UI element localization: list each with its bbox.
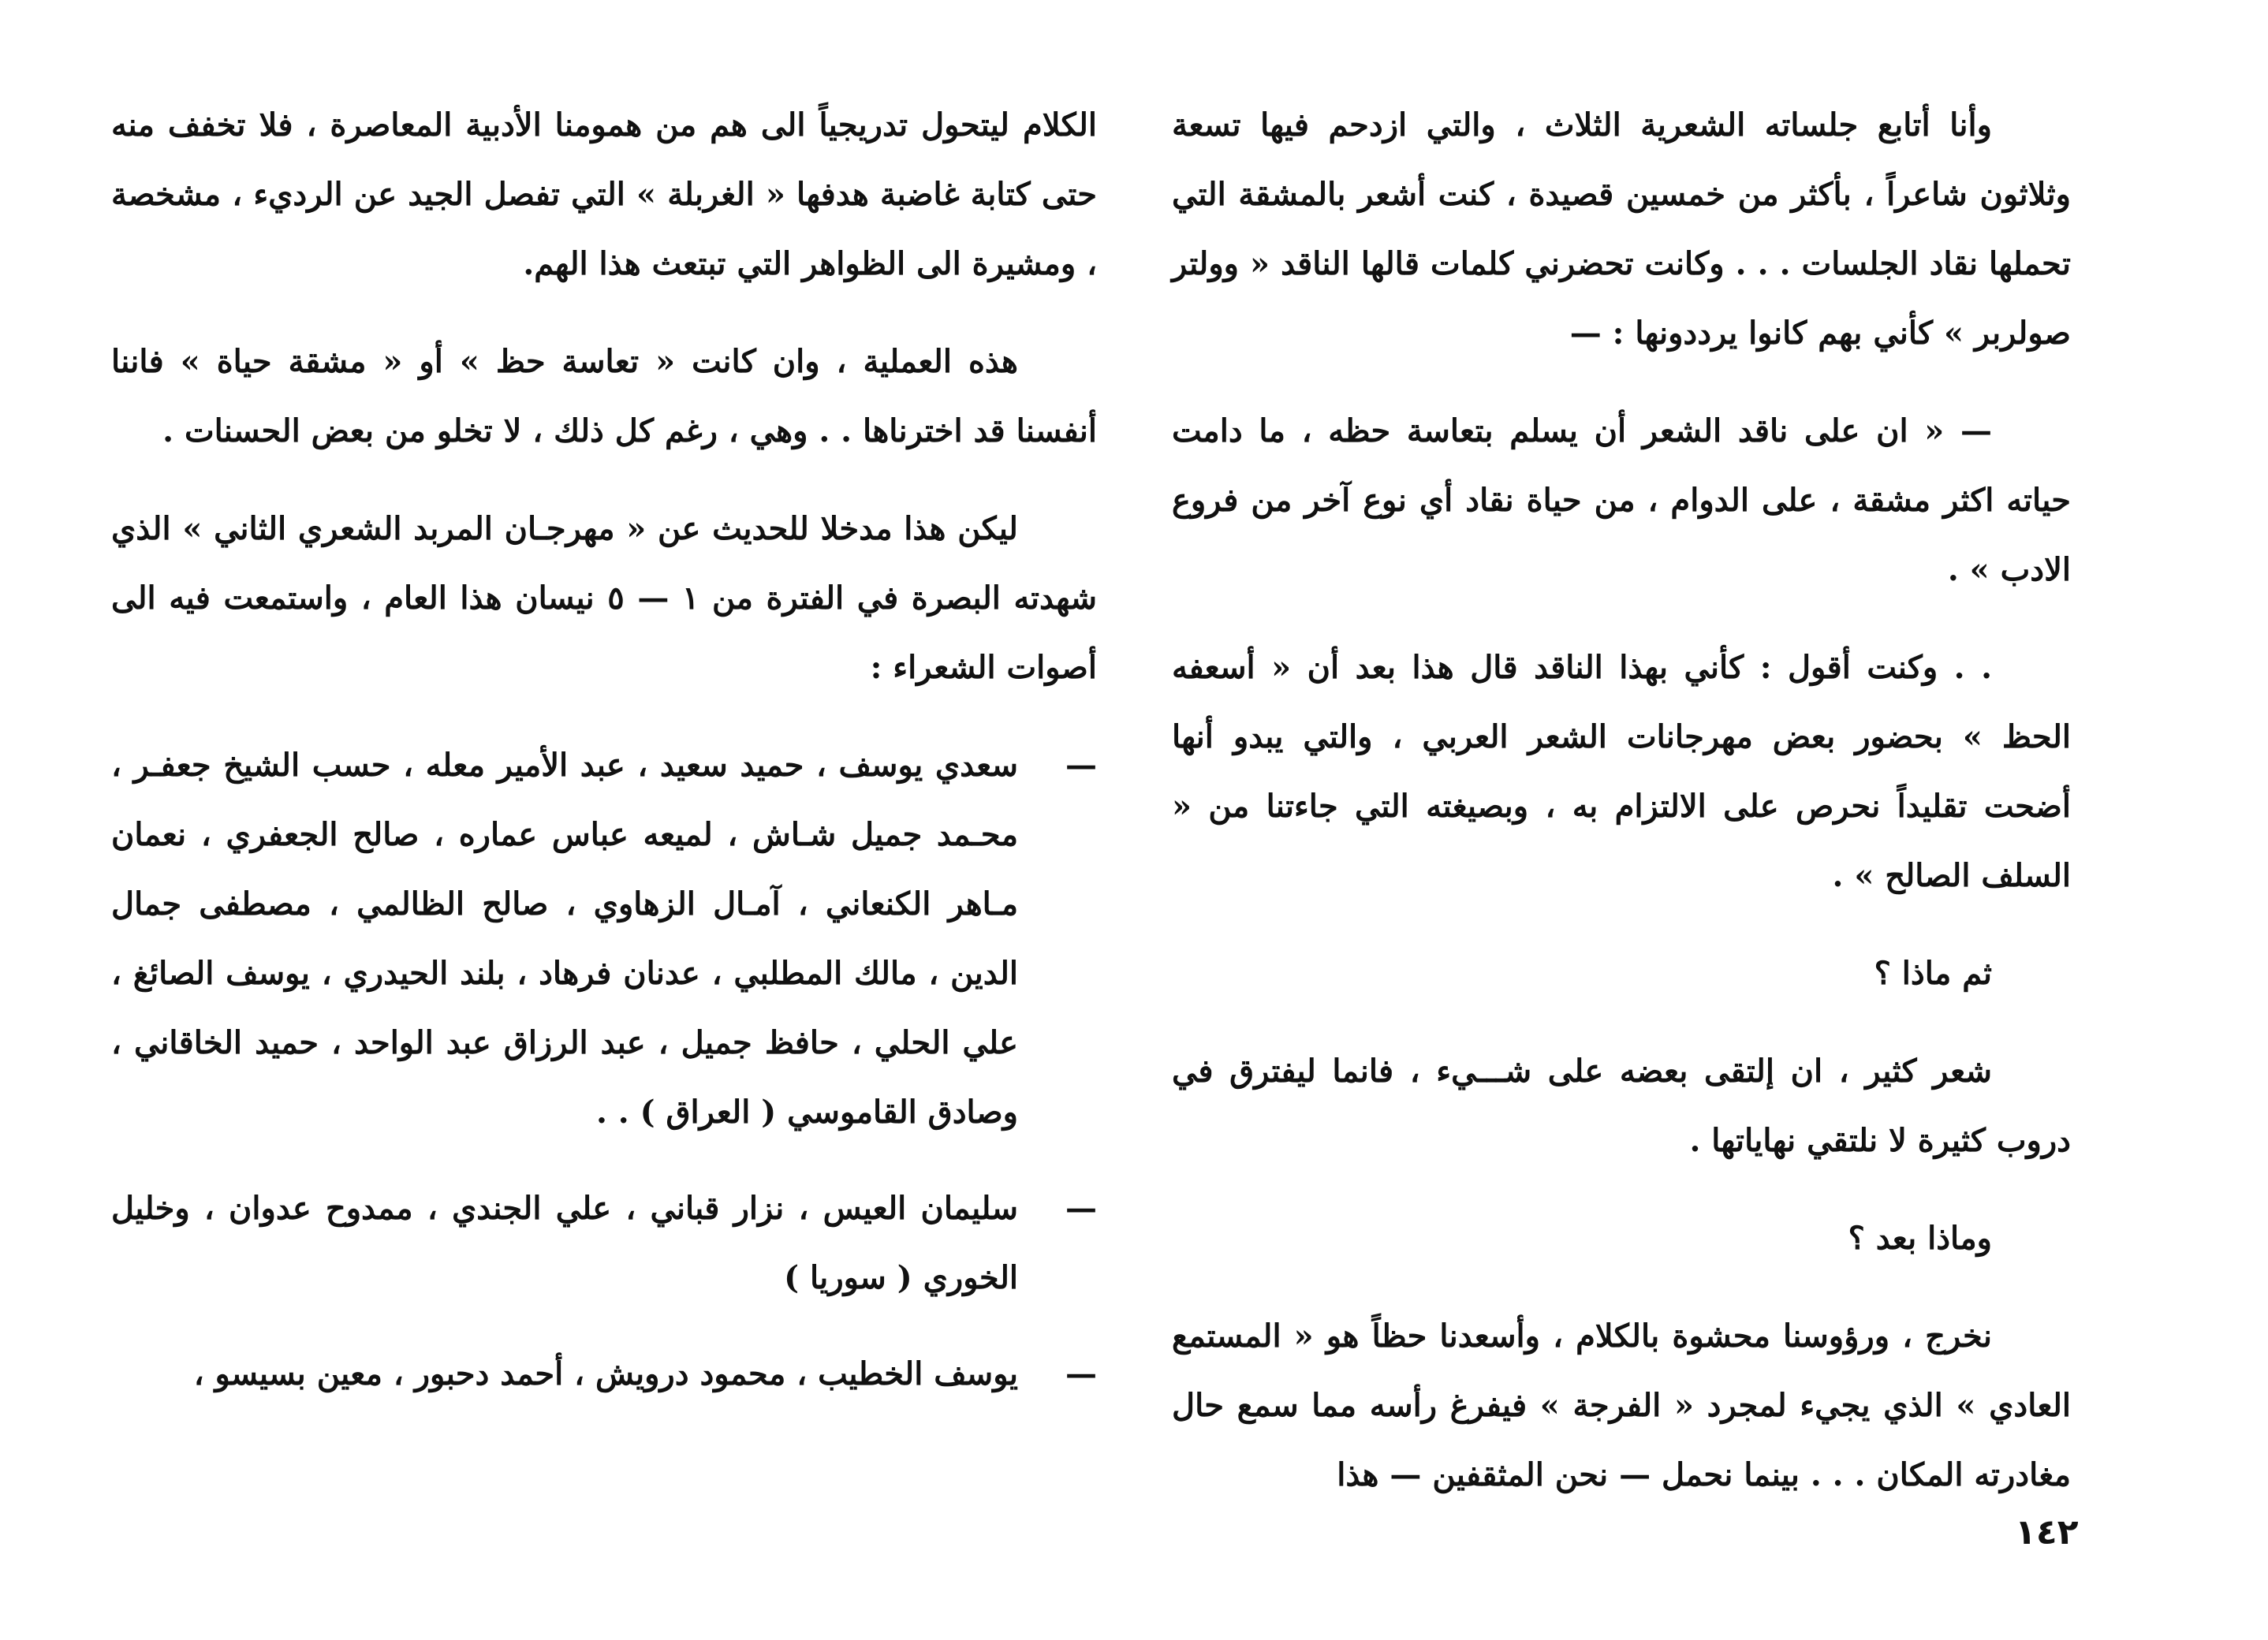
paragraph: نخرج ، ورؤوسنا محشوة بالكلام ، وأسعدنا حظاً هو « المستمع العادي » الذي يجيء لمجرد « الفرجة » فيفرغ رأسه مما سمع حال مغادرته المكان . . . بينما نحمل — نحن المثقفين — هذا [1172,1318,2071,1493]
list-item [111,731,1097,1147]
left-column [111,91,1097,1436]
paragraph: وماذا بعد ؟ [1848,1220,1992,1257]
paragraph: . . وكنت أقول : كأني بهذا الناقد قال هذا بعد أن « أسعفه الحظ » بحضور بعض مهرجانات الشعر العربي ، والتي يبدو أنها أضحت تقليداً نحرص على الالتزام به ، وبصيغته التي جاءتنا من « السلف الصالح » . [1172,649,2071,894]
paragraph: شعر كثير ، ان إلتقى بعضه على شـــيء ، فانما ليفترق في دروب كثيرة لا نلتقي نهاياتها . [1172,1053,2071,1159]
list-item-text: سعدي يوسف ، حميد سعيد ، عبد الأمير معله ، حسب الشيخ جعفـر ، محـمد جميل شـاش ، لميعه عباس عماره ، صالح الجعفري ، نعمان مـاهر الكنعاني ، آمـال الزهاوي ، صالح الظالمي ، مصطفى جمال الدين ، مالك المطلبي ، عدنان فرهاد ، بلند الحيدري ، يوسف الصائغ ، علي الحلي ، حافظ جميل ، عبد الرزاق عبد الواحد ، حميد الخاقاني ، وصادق القاموسي ( العراق ) . . [111,747,1018,1131]
paragraph: ثم ماذا ؟ [1874,955,1992,992]
list-item-text: يوسف الخطيب ، محمود درويش ، أحمد دحبور ، معين بسيسو ، [193,1355,1018,1392]
list-item-text: سليمان العيس ، نزار قباني ، علي الجندي ، ممدوح عدوان ، وخليل الخوري ( سوريا ) [111,1190,1018,1296]
paragraph: الكلام ليتحول تدريجياً الى هم من همومنا الأدبية المعاصرة ، فلا تخفف منه حتى كتابة غاضبة هدفها « الغربلة » التي تفصل الجيد عن الرديء ، مشخصة ، ومشيرة الى الظواهر التي تبتعث هذا الهم. [111,106,1097,282]
list-dash: — [1065,747,1097,784]
list-item [111,1340,1097,1409]
paragraph: وأنا أتابع جلساته الشعرية الثلاث ، والتي ازدحم فيها تسعة وثلاثون شاعراً ، بأكثر من خمسين قصيدة ، كنت أشعر بالمشقة التي تحملها نقاد الجلسات . . . وكانت تحضرني كلمات قالها الناقد « وولتر صولربر » كأني بهم كانوا يرددونها : — [1172,106,2071,352]
list-item [111,1174,1097,1313]
right-column [1172,91,2071,1538]
paragraph: هذه العملية ، وان كانت « تعاسة حظ » أو « مشقة حياة » فاننا أنفسنا قد اخترناها . . وهي ، رغم كل ذلك ، لا تخلو من بعض الحسنات . [111,343,1097,449]
list-dash: — [1065,1190,1097,1227]
paragraph: ليكن هذا مدخلا للحديث عن « مهرجـان المربد الشعري الثاني » الذي شهدته البصرة في الفترة من ١ — ٥ نيسان هذا العام ، واستمعت فيه الى أصوات الشعراء : [111,510,1098,686]
page-number: ١٤٢ [2015,1512,2079,1552]
list-dash: — [1065,1355,1097,1392]
paragraph: — « ان على ناقد الشعر أن يسلم بتعاسة حظه ، ما دامت حياته اكثر مشقة ، على الدوام ، من حياة نقاد أي نوع آخر من فروع الادب » . [1172,412,2071,588]
